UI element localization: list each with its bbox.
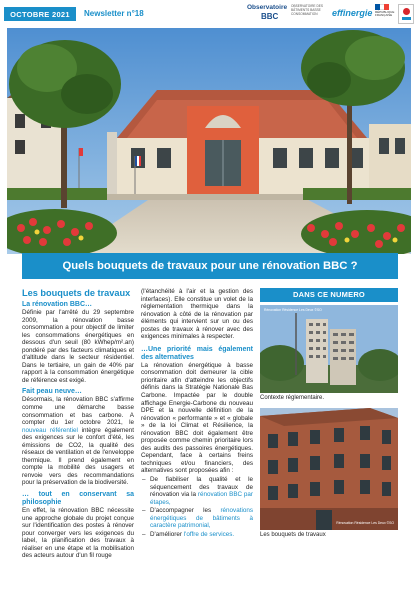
logo-observatoire-text: Observatoire (247, 4, 288, 11)
alternatives-list (141, 476, 253, 538)
column-alternatives (141, 288, 253, 539)
town-hall-photo (7, 28, 411, 254)
caption-contexte-reglementaire: Contexte réglementaire. (260, 395, 325, 401)
newsletter-header (0, 0, 418, 28)
section-title: Les bouquets de travaux (22, 288, 131, 298)
republique-francaise-logo[interactable] (375, 4, 393, 24)
paragraph-definition: Définie par l'arrêté du 29 septembre 2009, la rénovation basse consommation a pour objectif de limiter les consommations énergétiques en dessous d'un seuil (80 kWhep/m².an) pondéré par des facteurs climatiques et d'altitude dans le secteur résidentiel. Dans le tertiaire, un gain de 40% par rapport à la consommation énergétique de référence est exigé. (22, 309, 134, 384)
list-item: – De fiabiliser la qualité et le séquencement des travaux de rénovation via la rénovation BBC par étapes, (141, 476, 253, 506)
photo-credit: Rénovation Résidence Les Deux ©SO (336, 521, 394, 526)
renovation-patrimoniale-link[interactable]: rénovations énergétiques de bâtiments à caractère patrimonial, (150, 507, 254, 530)
offre-de-services-link[interactable]: l'offre de services. (183, 530, 235, 538)
list-item: – D'améliorer l'offre de services. (141, 531, 253, 539)
logo-bbc-text: BBC (261, 12, 279, 21)
paragraph-priorite: La rénovation énergétique à basse consommation doit demeurer la cible prioritaire afin d'atteindre les objectifs définis dans la Stratégie Nationale Bas Carbone. Impactée par le double affichage Energie-Carbone du nouveau DPE et la nouvelle définition de la rénovation « performante » et « globale » de la loi Climat et Résilience, la rénovation BBC doit également être proposée comme chemin prioritaire lors des audits des passoires énergétiques. Cependant, face à certains freins techniques et/ou financiers, des alternatives sont proposées afin : (141, 361, 253, 475)
main-headline: Quels bouquets de travaux pour une rénovation BBC ? (22, 253, 398, 279)
column-dans-ce-numero (260, 288, 398, 539)
photo-credit: Rénovation Résidence Les Deux ©SO (264, 308, 322, 312)
paragraph-nouveau-referentiel: Désormais, la rénovation BBC s'affirme comme une démarche basse consommation et bas carbone. A compter du 1er octobre 2021, le nouveau référentiel intègre également des exigences sur le confort d'été, les émissions de CO2, la qualité des réseaux de ventilation et de l'enveloppe thermique. Il prend également en compte la mobilité des usagers et renvoie vers des recommandations pour la préservation de la biodiversité. (22, 396, 134, 487)
renovation-par-etapes-link[interactable]: rénovation BBC par étapes, (150, 491, 253, 506)
list-item: – D'accompagner les rénovations énergétiques de bâtiments à caractère patrimonial, (141, 507, 253, 530)
observatoire-bbc-logo[interactable] (247, 4, 327, 26)
caption-bouquets-de-travaux: Les bouquets de travaux (260, 532, 326, 538)
subheading-philosophie: … tout en conservant sa philosophie (22, 491, 134, 507)
paragraph-etancheite: (l'étanchéité à l'air et la gestion des interfaces). Elle constitue un volet de la réglementation thermique dans la rénovation à côté de la rénovation par éléments qui intervient sur un ou des postes de travaux à rénover avec des exigences minimales à respecter. (141, 288, 253, 341)
ademe-logo-icon[interactable] (398, 4, 414, 24)
hero-image (7, 28, 411, 254)
effinergie-logo[interactable]: effinergie (332, 8, 373, 18)
dans-ce-numero-header: DANS CE NUMERO (260, 288, 398, 302)
column-bouquets-de-travaux (22, 288, 134, 560)
thumbnail-contexte-reglementaire[interactable] (260, 305, 398, 393)
nouveau-referentiel-link[interactable]: nouveau référentiel (22, 426, 78, 434)
residential-towers-photo (260, 305, 398, 393)
republique-text: RÉPUBLIQUE FRANÇAISE (375, 10, 395, 18)
brick-building-photo (260, 408, 398, 530)
thumbnail-bouquets-de-travaux[interactable] (260, 408, 398, 530)
subheading-priorite-alternatives: …Une priorité mais également des alternatives (141, 345, 253, 361)
paragraph-approche-globale: En effet, la rénovation BBC nécessite une approche globale du projet conçue sur l'identification des postes à rénover pour converger vers les exigences du label, la planification des travaux à réaliser en une étape et la mobilisation des acteurs autour d'un fil rouge (22, 507, 134, 560)
subheading-renovation-bbc: La rénovation BBC… (22, 301, 93, 308)
issue-number: Newsletter n°18 (84, 9, 144, 18)
subheading-fait-peau-neuve: Fait peau neuve… (22, 388, 82, 396)
logo-observatoire-tagline: OBSERVATOIRE DES BÂTIMENTS BASSE CONSOMMATION (291, 4, 324, 16)
issue-date-badge: OCTOBRE 2021 (4, 7, 76, 21)
